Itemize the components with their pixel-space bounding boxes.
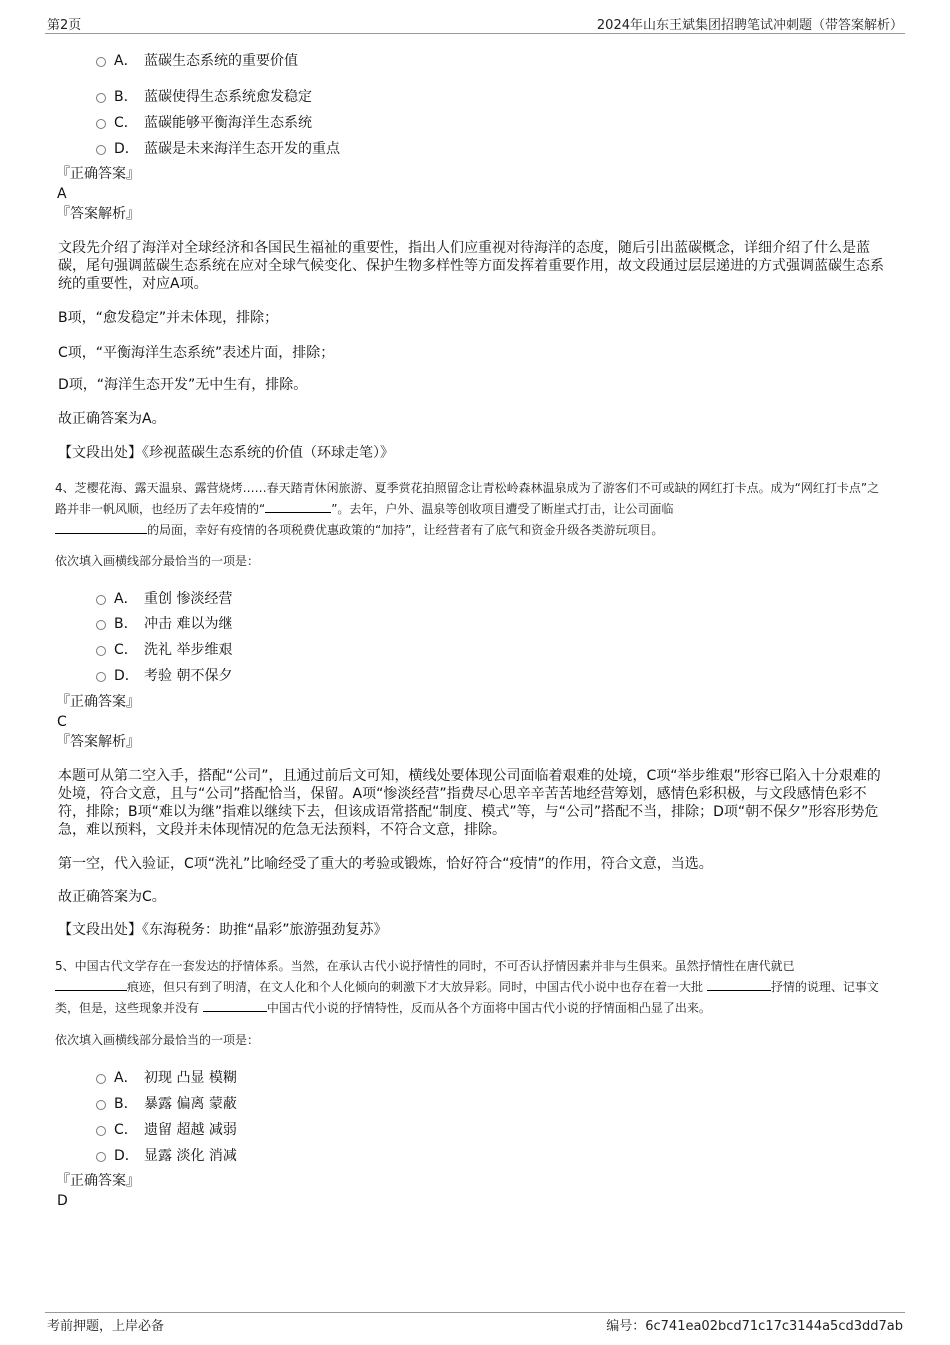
- option-c[interactable]: [96, 639, 232, 659]
- radio-icon[interactable]: [96, 1074, 106, 1084]
- blank-2: [707, 978, 771, 991]
- blank-1: [265, 500, 331, 513]
- option-d[interactable]: [96, 1145, 237, 1165]
- question-prompt: 依次填入画横线部分最恰当的一项是：: [55, 1033, 260, 1047]
- answer-value: D: [57, 1193, 68, 1209]
- option-b[interactable]: [96, 613, 232, 633]
- analysis-label: 『答案解析』: [56, 734, 140, 750]
- option-letter: C．: [114, 115, 138, 131]
- radio-icon[interactable]: [96, 145, 106, 155]
- option-letter: C．: [114, 1122, 138, 1138]
- option-letter: A．: [114, 591, 138, 607]
- code-label: 编号：: [606, 1319, 646, 1334]
- radio-icon[interactable]: [96, 57, 106, 67]
- stem-text: 中国古代小说的抒情特性，反而从各个方面将中国古代小说的抒情面相凸显了出来。: [266, 1001, 711, 1015]
- radio-icon[interactable]: [96, 1100, 106, 1110]
- option-text: 蓝碳能够平衡海洋生态系统: [144, 115, 312, 131]
- header-divider: [45, 33, 905, 34]
- answer-value: C: [57, 714, 67, 730]
- document-code: [606, 1315, 903, 1334]
- radio-icon[interactable]: [96, 119, 106, 129]
- option-letter: B．: [114, 89, 138, 105]
- stem-text: 痕迹，但只有到了明清，在文人化和个人化倾向的刺激下才大放异彩。同时，中国古代小说中也存在着一大批: [127, 980, 704, 994]
- radio-icon[interactable]: [96, 93, 106, 103]
- option-b[interactable]: [96, 1093, 237, 1113]
- stem-text: ”。去年，户外、温泉等创收项目遭受了断崖式打击，让公司面临: [331, 502, 674, 516]
- radio-icon[interactable]: [96, 646, 106, 656]
- code-value: 6c741ea02bcd71c17c3144a5cd3dd7ab: [645, 1319, 903, 1334]
- option-c[interactable]: [96, 112, 312, 132]
- option-text: 考验 朝不保夕: [144, 668, 233, 684]
- option-b[interactable]: [96, 86, 312, 106]
- radio-icon[interactable]: [96, 1126, 106, 1136]
- radio-icon[interactable]: [96, 1152, 106, 1162]
- option-text: 初现 凸显 模糊: [144, 1070, 237, 1086]
- option-text: 重创 惨淡经营: [144, 591, 233, 607]
- stem-text: 4、芝樱花海、露天温泉、露营烧烤……春天踏青休闲旅游、夏季赏花拍照留念让青松岭森林温泉成为了游客们不可或缺的网红打卡点。成为“网红打卡点”之路并非一帆风顺，也经历了去年疫情的“: [55, 481, 880, 516]
- analysis-paragraph: 故正确答案为A。: [58, 411, 166, 427]
- option-a[interactable]: [96, 50, 298, 70]
- footer-slogan: 考前押题，上岸必备: [47, 1319, 165, 1334]
- option-a[interactable]: [96, 588, 232, 608]
- option-text: 蓝碳生态系统的重要价值: [144, 53, 298, 69]
- radio-icon[interactable]: [96, 620, 106, 630]
- analysis-paragraph: D项，“海洋生态开发”无中生有，排除。: [58, 377, 308, 393]
- option-d[interactable]: [96, 138, 340, 158]
- answer-label: 『正确答案』: [56, 1173, 140, 1189]
- radio-icon[interactable]: [96, 595, 106, 605]
- source-citation: 【文段出处】《珍视蓝碳生态系统的价值（环球走笔）》: [58, 445, 394, 461]
- analysis-paragraph: B项，“愈发稳定”并未体现，排除；: [58, 310, 279, 326]
- source-citation: 【文段出处】《东海税务：助推“晶彩”旅游强劲复苏》: [58, 922, 388, 938]
- option-text: 暴露 偏离 蒙蔽: [144, 1096, 237, 1112]
- blank-3: [203, 999, 267, 1012]
- option-letter: B．: [114, 616, 138, 632]
- option-letter: D．: [114, 1148, 139, 1164]
- blank-1: [55, 978, 127, 991]
- stem-text: 的局面，幸好有疫情的各项税费优惠政策的“加持”，让经营者有了底气和资金升级各类游玩项目。: [147, 523, 664, 537]
- option-letter: C．: [114, 642, 138, 658]
- option-letter: B．: [114, 1096, 138, 1112]
- option-text: 显露 淡化 消减: [144, 1148, 237, 1164]
- analysis-paragraph: C项，“平衡海洋生态系统”表述片面，排除；: [58, 345, 335, 361]
- analysis-paragraph: 故正确答案为C。: [58, 889, 166, 905]
- analysis-paragraph: 第一空，代入验证，C项“洗礼”比喻经受了重大的考验或锻炼，恰好符合“疫情”的作用，符合文意，当选。: [58, 856, 713, 872]
- option-c[interactable]: [96, 1119, 237, 1139]
- option-a[interactable]: [96, 1067, 237, 1087]
- option-text: 洗礼 举步维艰: [144, 642, 233, 658]
- option-letter: D．: [114, 141, 139, 157]
- option-d[interactable]: [96, 665, 232, 685]
- stem-text: 5、中国古代文学存在一套发达的抒情体系。当然，在承认古代小说抒情性的同时，不可否认抒情因素并非与生俱来。虽然抒情性在唐代就已: [55, 959, 795, 973]
- option-text: 冲击 难以为继: [144, 616, 233, 632]
- question-prompt: 依次填入画横线部分最恰当的一项是：: [55, 554, 260, 568]
- answer-value: A: [57, 186, 67, 202]
- option-text: 蓝碳使得生态系统愈发稳定: [144, 89, 312, 105]
- analysis-paragraph: 文段先介绍了海洋对全球经济和各国民生福祉的重要性，指出人们应重视对待海洋的态度，随后引出蓝碳概念，详细介绍了什么是蓝碳，尾句强调蓝碳生态系统在应对全球气候变化、保护生物多样性等方面发挥着重要作用，故文段通过层层递进的方式强调蓝碳生态系统的重要性，对应A项。: [58, 240, 884, 292]
- stem-text: 抒情的说理、记事文类，但是，这些现象并没有: [55, 980, 879, 1015]
- answer-label: 『正确答案』: [56, 694, 140, 710]
- question-stem: [55, 478, 885, 541]
- analysis-paragraph: 本题可从第二空入手，搭配“公司”，且通过前后文可知，横线处要体现公司面临着艰难的处境，C项“举步维艰”形容已陷入十分艰难的处境，符合文意，且与“公司”搭配恰当，保留。A项“惨淡经营”指费尽心思辛辛苦苦地经营筹划，感情色彩积极，与文段感情色彩不符，排除；B项“难以为继”指难以继续下去，但该成语常搭配“制度、模式”等，与“公司”搭配不当，排除；D项“朝不保夕”形容形势危急，难以预料，文段并未体现情况的危急无法预料，不符合文意，排除。: [58, 768, 881, 838]
- footer-divider: [45, 1312, 905, 1313]
- option-letter: A．: [114, 1070, 138, 1086]
- blank-2: [55, 521, 147, 534]
- option-text: 遗留 超越 减弱: [144, 1122, 237, 1138]
- option-letter: A．: [114, 53, 138, 69]
- question-stem: [55, 956, 890, 1019]
- document-title: 2024年山东王斌集团招聘笔试冲刺题（带答案解析）: [596, 18, 903, 33]
- page-number: 第2页: [47, 18, 82, 33]
- analysis-label: 『答案解析』: [56, 206, 140, 222]
- radio-icon[interactable]: [96, 672, 106, 682]
- option-text: 蓝碳是未来海洋生态开发的重点: [144, 141, 340, 157]
- option-letter: D．: [114, 668, 139, 684]
- answer-label: 『正确答案』: [56, 166, 140, 182]
